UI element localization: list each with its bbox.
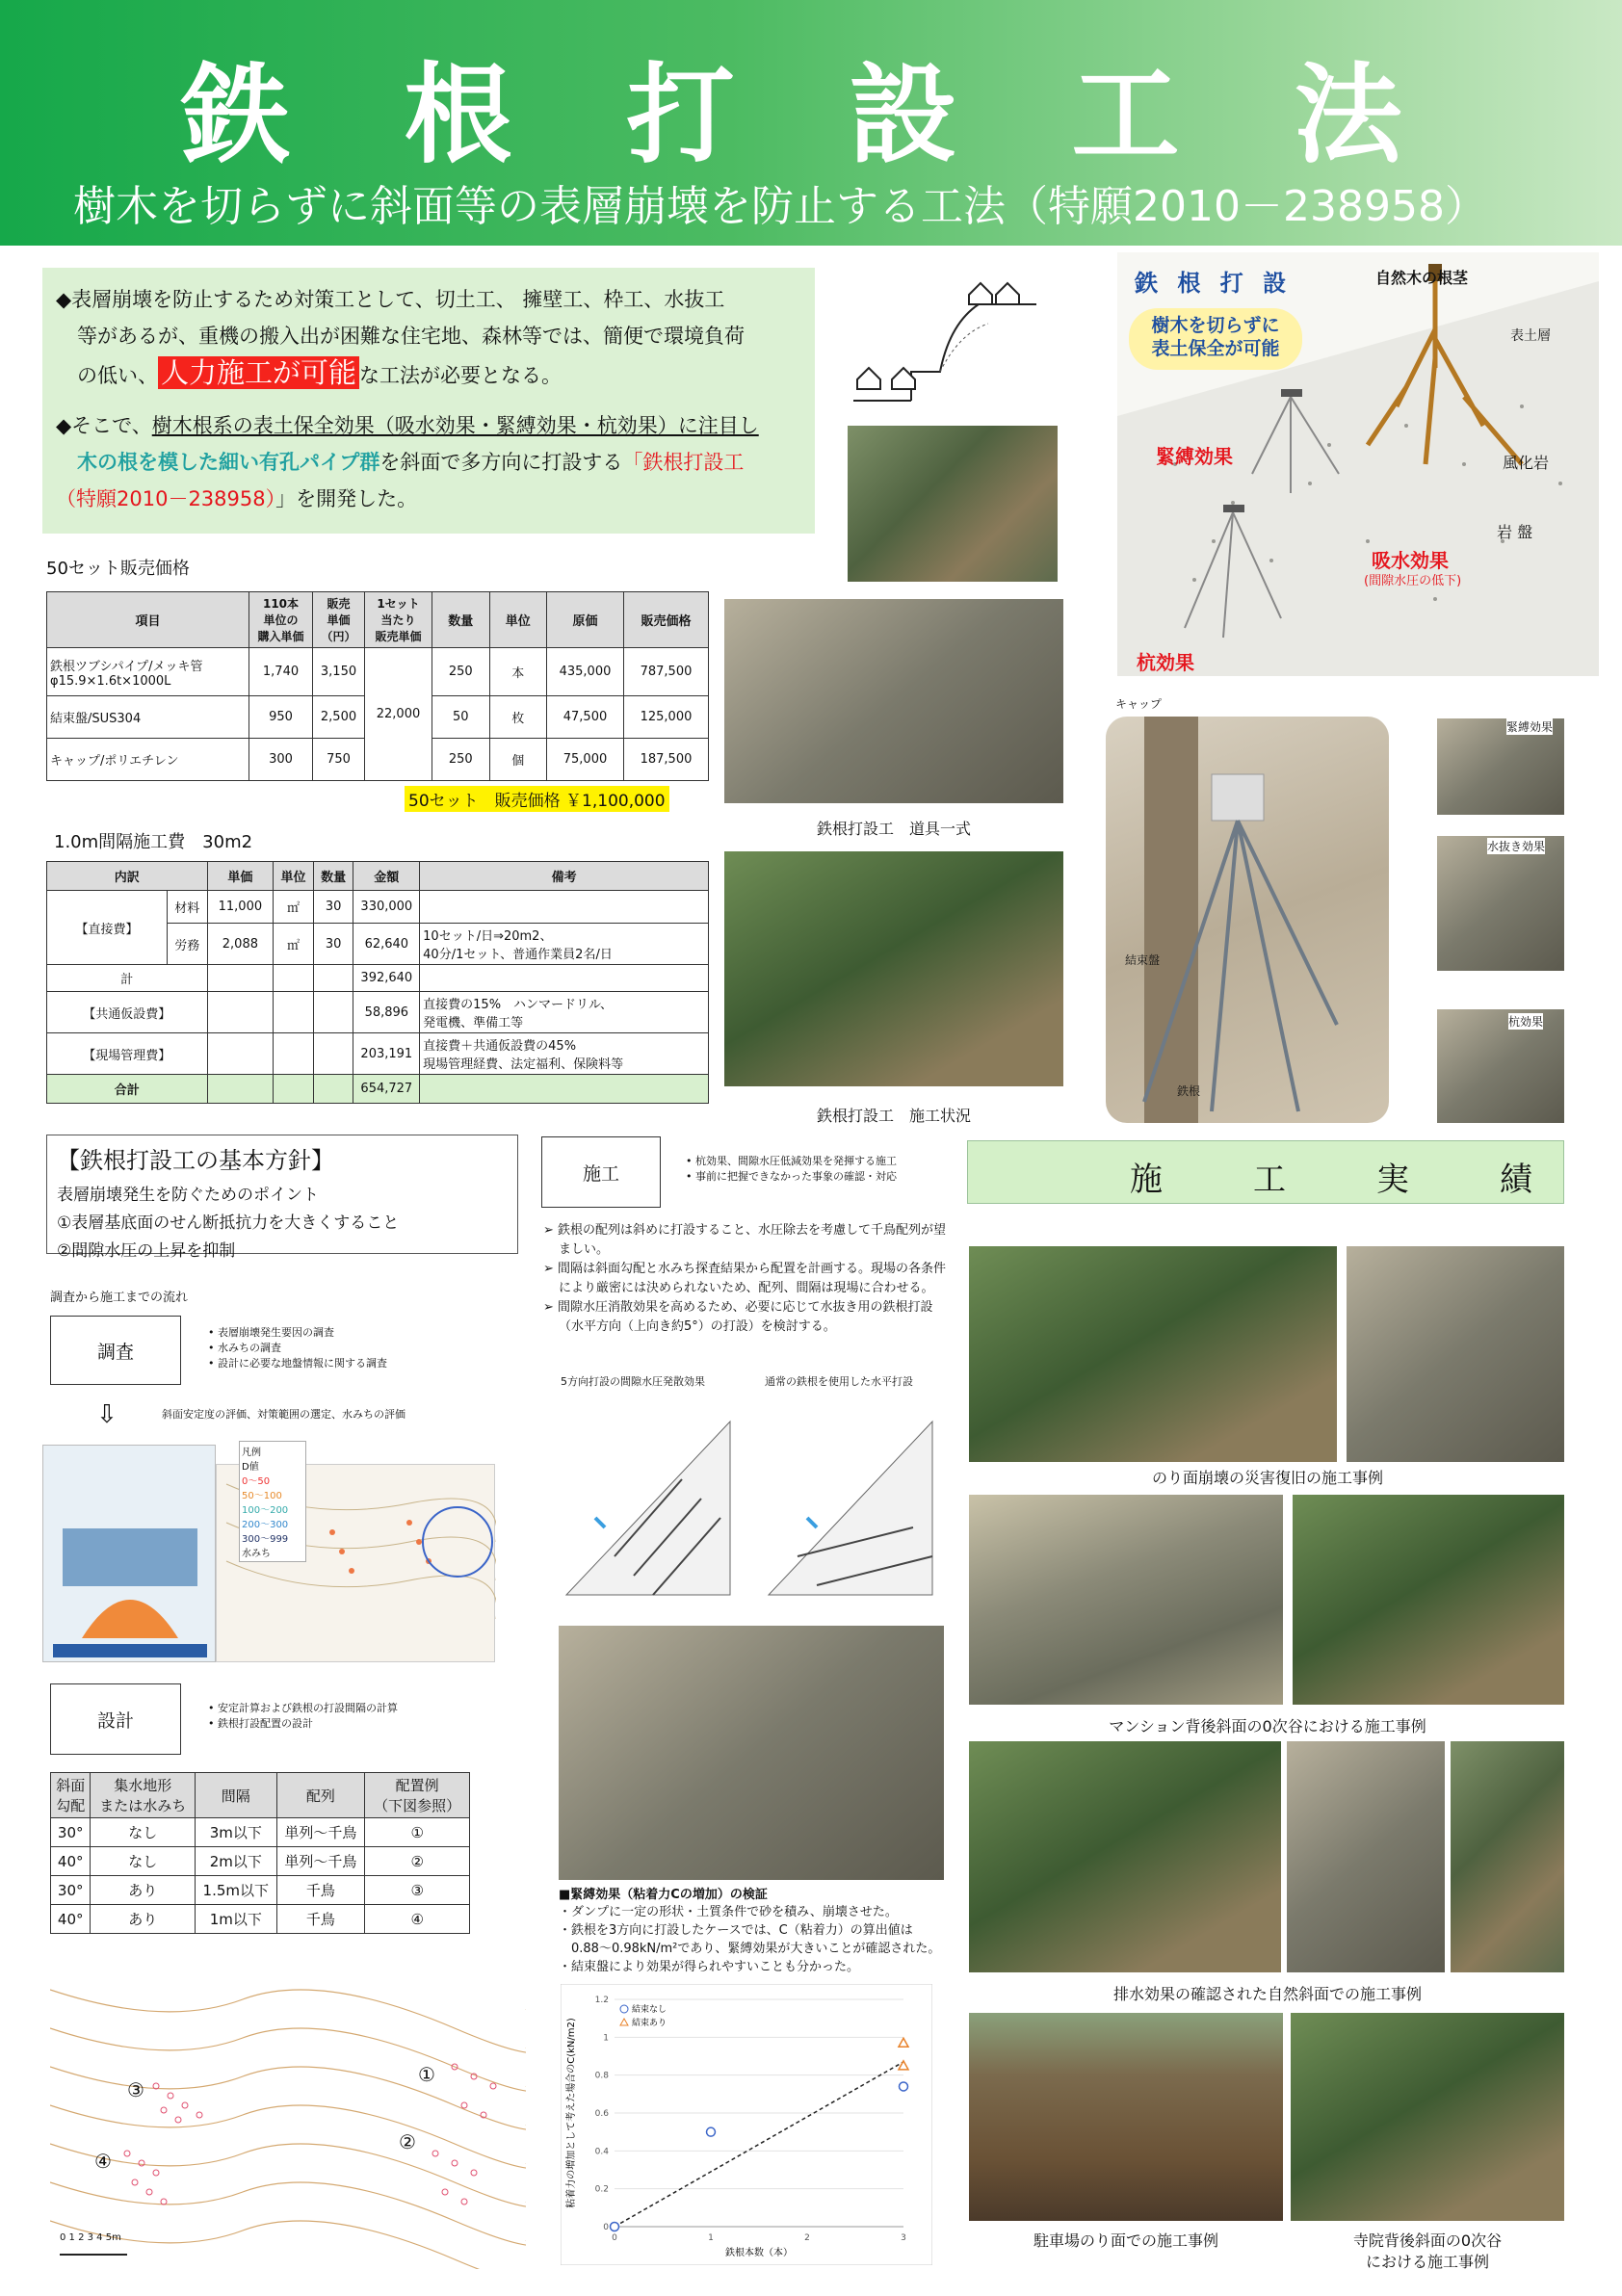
table-cell: 【共通仮設費】 xyxy=(47,992,208,1033)
note: ・結束盤により効果が得られやすいことも分かった。 xyxy=(559,1960,860,1974)
table-cell: 300 xyxy=(249,739,313,781)
legend-item: 200～300 xyxy=(242,1520,289,1530)
legend-marker xyxy=(620,2005,628,2013)
table-cell: 203,191 xyxy=(353,1033,420,1075)
th: 間隔 xyxy=(196,1773,276,1818)
verify-notes xyxy=(559,1903,940,1976)
table-cell: 750 xyxy=(313,739,365,781)
result-photo-4 xyxy=(969,2013,1283,2221)
legend-item: 50～100 xyxy=(242,1491,282,1501)
dump-truck-photo xyxy=(559,1626,944,1880)
spacing-table xyxy=(50,1772,470,1934)
table-cell: 2,500 xyxy=(313,696,365,739)
th: 配置例 （下図参照） xyxy=(365,1773,470,1818)
cost-table-title: 1.0m間隔施工費 30m2 xyxy=(54,832,253,852)
detail-photo-drain xyxy=(1437,836,1564,971)
bullet: • 表層崩壊発生要因の調査 xyxy=(208,1325,387,1341)
result-caption-1: のり面崩壊の災害復旧の施工事例 xyxy=(1151,1469,1383,1487)
y-axis-label: 粘着力の増加として考えた場合のC(kN/m2) xyxy=(566,2018,577,2208)
table-cell: 単列～千鳥 xyxy=(276,1847,365,1876)
legend-item: 水みち xyxy=(242,1549,271,1559)
table-cell: 250 xyxy=(432,739,490,781)
device-photo xyxy=(1106,717,1389,1123)
table-cell: 2,088 xyxy=(207,924,274,965)
data-point xyxy=(900,2082,908,2091)
cohesion-chart xyxy=(561,1984,932,2265)
fig1-title: 5方向打設の間隙水圧発散効果 xyxy=(561,1375,705,1388)
bullet: • 事前に把握できなかった事象の確認・対応 xyxy=(686,1169,897,1185)
legend-label: 結束あり xyxy=(632,2019,667,2028)
construct-notes: ➢ 鉄根の配列は斜めに打設すること、水圧除去を考慮して千鳥配列が望ましい。 ➢ 間隔は斜面勾配と水みち探査結果から配置を計画する。現場の各条件により厳密には決められないため、配列、間隔は現場に合わせる。 ➢ 間隙水圧消散効果を高めるため、必要に応じて水抜き用の鉄根打設（水平方向（上向き約5°）の打設）を検討する。 xyxy=(543,1223,947,1334)
root-diagram xyxy=(1117,252,1599,676)
legend-sub: D値 xyxy=(242,1462,259,1473)
diagram-title: 鉄 根 打 設 xyxy=(1135,270,1293,297)
x-tick-label: 2 xyxy=(804,2233,810,2243)
table-cell: 392,640 xyxy=(353,965,420,992)
table-cell: 直接費＋共通仮設費の45% 現場管理経費、法定福利、保険料等 xyxy=(420,1033,709,1075)
label-weathered: 風化岩 xyxy=(1503,454,1550,472)
table-cell: ④ xyxy=(365,1905,470,1934)
label-soil: 表土層 xyxy=(1510,328,1551,344)
verify-title: ■緊縛効果（粘着力Cの増加）の検証 xyxy=(559,1888,768,1902)
label-d3: 杭効果 xyxy=(1508,1015,1544,1029)
result-photo-5 xyxy=(1291,2013,1564,2221)
bullet: • 水みちの調査 xyxy=(208,1341,387,1356)
table-cell: ㎡ xyxy=(274,924,314,965)
y-tick-label: 1 xyxy=(603,2033,609,2044)
map-scale: 0 1 2 3 4 5m xyxy=(60,2232,121,2243)
table-cell: 3m以下 xyxy=(196,1818,276,1847)
result-caption-2: マンション背後斜面の0次谷における施工事例 xyxy=(1109,1717,1426,1735)
table-cell: 【現場管理費】 xyxy=(47,1033,208,1075)
label-disc: 結束盤 xyxy=(1125,953,1161,967)
intro-text: を斜面で多方向に打設する xyxy=(379,451,623,474)
table-cell: 計 xyxy=(47,965,208,992)
intro-red: 「鉄根打設工 xyxy=(622,451,745,474)
table-cell: 30° xyxy=(51,1876,91,1905)
cost-table xyxy=(46,861,709,1104)
label-d1: 緊縛効果 xyxy=(1506,720,1554,734)
table-cell: 30 xyxy=(313,891,353,924)
result-photo-3c xyxy=(1451,1741,1564,1972)
fig2-title: 通常の鉄根を使用した水平打設 xyxy=(765,1375,913,1388)
legend-item: 0～50 xyxy=(242,1476,271,1487)
result-photo-2a xyxy=(969,1495,1283,1705)
tools-caption: 鉄根打設工 道具一式 xyxy=(816,820,971,838)
th: 項目 xyxy=(47,592,249,648)
header-banner xyxy=(0,0,1622,246)
table-cell: 30 xyxy=(313,924,353,965)
table-cell xyxy=(420,891,709,924)
placement-map xyxy=(50,1970,526,2269)
label-pile: 杭効果 xyxy=(1137,651,1194,674)
table-cell: 合計 xyxy=(47,1075,208,1104)
table-cell: 30° xyxy=(51,1818,91,1847)
note: 間隔は斜面勾配と水みち探査結果から配置を計画する。現場の各条件により厳密には決められないため、配列、間隔は現場に合わせる。 xyxy=(558,1262,947,1295)
policy-line: ①表層基底面のせん断抵抗力を大きくすること xyxy=(57,1213,400,1233)
label-cap: キャップ xyxy=(1115,697,1163,711)
y-tick-label: 0.8 xyxy=(594,2071,609,2081)
legend-item: 100～200 xyxy=(242,1505,289,1516)
th: 単価 xyxy=(207,862,274,891)
bullet: • 設計に必要な地盤情報に関する調査 xyxy=(208,1356,387,1371)
table-cell: 950 xyxy=(249,696,313,739)
label-d2: 水抜き効果 xyxy=(1487,840,1546,853)
slope-house-sketch xyxy=(844,266,1046,410)
table-cell: 労務 xyxy=(167,924,207,965)
table-cell: 材料 xyxy=(167,891,207,924)
th: 1セット 当たり 販売単価 xyxy=(365,592,432,648)
page-subtitle: 樹木を切らずに斜面等の表層崩壊を防止する工法（特願2010－238958） xyxy=(73,182,1487,231)
table-cell: 50 xyxy=(432,696,490,739)
th: 集水地形 または水みち xyxy=(91,1773,196,1818)
result-caption-5a: 寺院背後斜面の0次谷 xyxy=(1352,2231,1503,2250)
label-absorb-sub: (間隙水圧の低下) xyxy=(1364,574,1462,588)
intro-text: 等があるが、重機の搬入出が困難な住宅地、森林等では、簡便で環境負荷 xyxy=(77,325,745,348)
table-cell: 250 xyxy=(432,648,490,696)
drain-figures xyxy=(557,1402,942,1622)
data-point xyxy=(707,2127,716,2136)
table-cell: ㎡ xyxy=(274,891,314,924)
map-label-1: ① xyxy=(418,2063,435,2086)
map-label-2: ② xyxy=(399,2130,416,2153)
table-cell: あり xyxy=(91,1876,196,1905)
intro-text: の低い、 xyxy=(77,364,158,387)
result-photo-3b xyxy=(1287,1741,1445,1972)
table-cell: 【直接費】 xyxy=(47,891,168,965)
note: 0.88～0.98kN/m²であり、緊縛効果が大きいことが確認された。 xyxy=(559,1942,941,1956)
note: ・ダンプに一定の形状・土質条件で砂を積み、崩壊させた。 xyxy=(559,1905,898,1919)
th: 販売 単価 （円） xyxy=(313,592,365,648)
bullet: • 安定計算および鉄根の打設間隔の計算 xyxy=(208,1701,398,1716)
th: 110本 単位の 購入単価 xyxy=(249,592,313,648)
policy-title: 【鉄根打設工の基本方針】 xyxy=(57,1147,334,1174)
map-legend xyxy=(239,1441,306,1562)
th: 数量 xyxy=(313,862,353,891)
legend-label: 結束なし xyxy=(632,2005,667,2015)
result-caption-4: 駐車場のり面での施工事例 xyxy=(1033,2231,1218,2250)
x-tick-label: 3 xyxy=(901,2233,906,2243)
table-cell: なし xyxy=(91,1847,196,1876)
work-photo xyxy=(724,851,1063,1086)
table-cell: 40° xyxy=(51,1905,91,1934)
bullet: • 杭効果、間隙水圧低減効果を発揮する施工 xyxy=(686,1154,897,1169)
th: 金額 xyxy=(353,862,420,891)
table-cell: 62,640 xyxy=(353,924,420,965)
y-tick-label: 0.6 xyxy=(594,2109,609,2119)
table-cell: 187,500 xyxy=(624,739,709,781)
diagram-badge: 樹木を切らずに 表土保全が可能 xyxy=(1129,308,1302,370)
note: ・鉄根を3方向に打設したケースでは、C（粘着力）の算出値は xyxy=(559,1923,913,1938)
policy-line: ②間隙水圧の上昇を抑制 xyxy=(57,1241,236,1261)
th: 配列 xyxy=(276,1773,365,1818)
table-cell: 個 xyxy=(489,739,547,781)
table-cell: 1,740 xyxy=(249,648,313,696)
page-title: 鉄 根 打 設 工 法 xyxy=(181,53,1441,178)
y-tick-label: 0 xyxy=(603,2223,609,2232)
result-caption-3: 排水効果の確認された自然斜面での施工事例 xyxy=(1112,1985,1422,2003)
table-cell: 654,727 xyxy=(353,1075,420,1104)
th: 原価 xyxy=(547,592,624,648)
label-absorb: 吸水効果 xyxy=(1372,549,1449,572)
construct-bullets xyxy=(686,1154,897,1185)
survey-bullets xyxy=(208,1325,387,1371)
table-cell: 330,000 xyxy=(353,891,420,924)
y-tick-label: 0.2 xyxy=(594,2184,609,2195)
table-cell: 125,000 xyxy=(624,696,709,739)
table-cell: ① xyxy=(365,1818,470,1847)
table-cell: 2m以下 xyxy=(196,1847,276,1876)
th: 内訳 xyxy=(47,862,208,891)
detail-photo-pile xyxy=(1437,1009,1564,1123)
survey-figure xyxy=(42,1445,216,1662)
table-cell: あり xyxy=(91,1905,196,1934)
intro-text: な工法が必要となる。 xyxy=(359,364,562,387)
table-cell: 直接費の15% ハンマードリル、 発電機、準備工等 xyxy=(420,992,709,1033)
table-cell: 58,896 xyxy=(353,992,420,1033)
table-cell: 1m以下 xyxy=(196,1905,276,1934)
table-cell: 千鳥 xyxy=(276,1905,365,1934)
label-root: 自然木の根茎 xyxy=(1375,269,1469,287)
map-label-3: ③ xyxy=(127,2078,144,2101)
th: 単位 xyxy=(489,592,547,648)
map-label-4: ④ xyxy=(94,2150,112,2173)
work-caption: 鉄根打設工 施工状況 xyxy=(816,1107,971,1125)
legend-title: 凡例 xyxy=(242,1448,261,1458)
note: 間隙水圧消散効果を高めるため、必要に応じて水抜き用の鉄根打設（水平方向（上向き約5°）の打設）を検討する。 xyxy=(558,1300,933,1334)
highlight-manual: 人力施工が可能 xyxy=(158,356,359,389)
price-table-title: 50セット販売価格 xyxy=(46,559,190,579)
table-cell: 3,150 xyxy=(313,648,365,696)
th: 斜面 勾配 xyxy=(51,1773,91,1818)
tools-photo xyxy=(724,599,1063,803)
table-cell: ③ xyxy=(365,1876,470,1905)
table-cell: 75,000 xyxy=(547,739,624,781)
price-table xyxy=(46,591,709,781)
intro-text: 」を開発した。 xyxy=(275,487,418,510)
x-tick-label: 1 xyxy=(708,2233,714,2243)
policy-line: 表層崩壊発生を防ぐためのポイント xyxy=(57,1186,319,1205)
bullet: • 鉄根打設配置の設計 xyxy=(208,1716,398,1732)
result-photo-2b xyxy=(1293,1495,1564,1705)
table-cell: なし xyxy=(91,1818,196,1847)
table-cell: ② xyxy=(365,1847,470,1876)
policy-box xyxy=(46,1135,518,1261)
design-bullets xyxy=(208,1701,398,1732)
site-photo-houses xyxy=(848,426,1058,582)
table-cell: 11,000 xyxy=(207,891,274,924)
table-cell: 787,500 xyxy=(624,648,709,696)
table-cell: 枚 xyxy=(489,696,547,739)
x-axis-label: 鉄根本数（本） xyxy=(725,2248,793,2258)
th: 単位 xyxy=(274,862,314,891)
x-tick-label: 0 xyxy=(612,2233,617,2243)
result-photo-1b xyxy=(1347,1246,1564,1462)
y-tick-label: 1.2 xyxy=(594,1996,609,2005)
table-cell: 435,000 xyxy=(547,648,624,696)
table-cell: 22,000 xyxy=(365,648,432,781)
table-cell: 千鳥 xyxy=(276,1876,365,1905)
data-point xyxy=(611,2223,619,2231)
note: 鉄根の配列は斜めに打設すること、水圧除去を考慮して千鳥配列が望ましい。 xyxy=(558,1223,947,1257)
intro-red: （特願2010－238958） xyxy=(56,487,276,510)
down-arrow-icon: ⇩ xyxy=(96,1400,118,1429)
result-photo-1a xyxy=(969,1246,1337,1462)
y-tick-label: 0.4 xyxy=(594,2147,609,2157)
construct-box: 施工 xyxy=(541,1136,661,1208)
legend-item: 300～999 xyxy=(242,1534,289,1545)
intro-text: ◆そこで、 xyxy=(56,414,152,437)
intro-box xyxy=(42,268,815,534)
result-caption-5b: における施工事例 xyxy=(1365,2253,1489,2271)
intro-teal: 木の根を模した細い有孔パイプ群 xyxy=(77,451,380,474)
set-total-price: 50セット 販売価格 ￥1,100,000 xyxy=(405,786,669,812)
label-bind: 緊縛効果 xyxy=(1156,445,1233,468)
table-cell: 40° xyxy=(51,1847,91,1876)
table-cell: 1.5m以下 xyxy=(196,1876,276,1905)
th: 数量 xyxy=(432,592,490,648)
result-photo-3a xyxy=(969,1741,1281,1972)
table-cell: キャップ/ポリエチレン xyxy=(47,739,249,781)
label-rock: 岩 盤 xyxy=(1497,523,1533,541)
th: 備考 xyxy=(420,862,709,891)
table-cell: 本 xyxy=(489,648,547,696)
intro-underline: 樹木根系の表土保全効果（吸水効果・緊縛効果・杭効果）に注目し xyxy=(151,414,759,437)
table-cell: 47,500 xyxy=(547,696,624,739)
th: 販売価格 xyxy=(624,592,709,648)
results-title: 施 工 実 績 xyxy=(967,1140,1564,1204)
table-cell: 単列～千鳥 xyxy=(276,1818,365,1847)
flow-title: 調査から施工までの流れ xyxy=(50,1291,189,1305)
survey-box: 調査 xyxy=(50,1316,181,1385)
table-cell: 10セット/日⇒20m2、 40分/1セット、普通作業員2名/日 xyxy=(420,924,709,965)
label-rod: 鉄根 xyxy=(1177,1084,1201,1098)
intro-text: ◆表層崩壊を防止するため対策工として、切土工、 擁壁工、枠工、水抜工 xyxy=(56,288,725,311)
design-box: 設計 xyxy=(50,1683,181,1755)
table-cell: 鉄根ツブシパイプ/メッキ管 φ15.9×1.6t×1000L xyxy=(47,648,249,696)
flow-arrow-text: 斜面安定度の評価、対策範囲の選定、水みちの評価 xyxy=(162,1408,406,1421)
table-cell: 結束盤/SUS304 xyxy=(47,696,249,739)
